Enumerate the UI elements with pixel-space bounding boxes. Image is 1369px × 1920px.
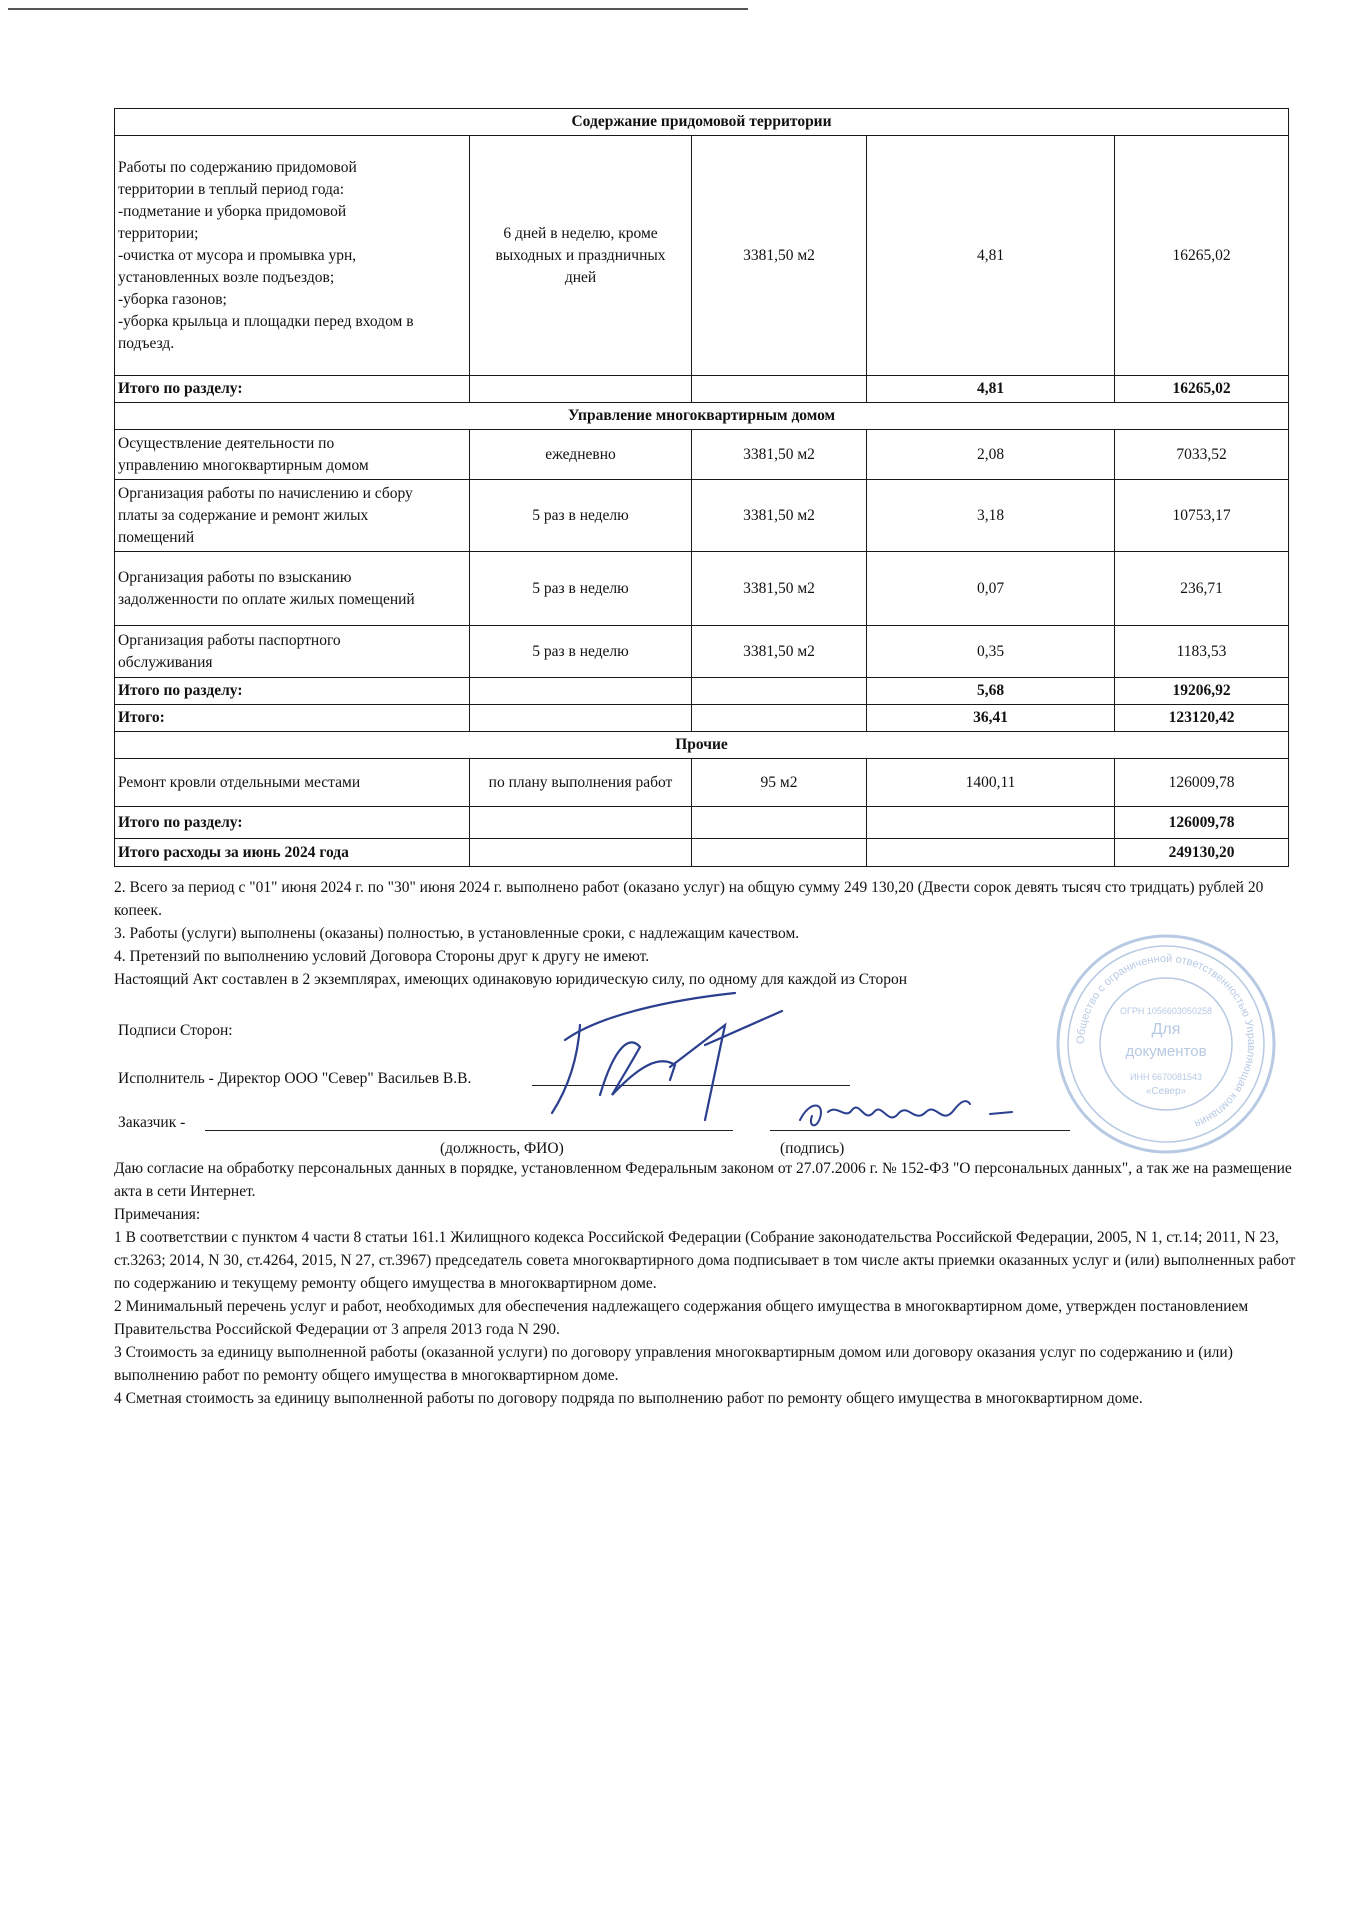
work-sum: 10753,17 [1115,480,1289,552]
unit-rate: 0,07 [867,552,1115,626]
customer-label: Заказчик - [118,1114,186,1131]
total-sum: 123120,42 [1115,705,1289,732]
work-sum: 126009,78 [1115,759,1289,807]
total-label: Итого по разделу: [115,376,470,403]
paragraph-total-amount: 2. Всего за период с "01" июня 2024 г. по "30" июня 2024 г. выполнено работ (оказано услуг) на общую сумму 249 130,20 (Двести сорок девять тысяч сто тридцать) рублей 20 копеек. [114,879,1264,919]
unit-rate: 3,18 [867,480,1115,552]
customer-handwritten-signature [790,1090,1020,1140]
signatures-heading: Подписи Сторон: [118,1022,233,1039]
total-rate: 5,68 [867,678,1115,705]
paragraph-copies: Настоящий Акт составлен в 2 экземплярах, имеющих одинаковую юридическую силу, по одному для каждой из Сторон [114,971,908,988]
stamp-ogrn: ОГРН 1056603050258 [1120,1006,1212,1016]
section-header-territory [115,109,1289,136]
work-frequency: по плану выполнения работ [470,759,692,807]
work-description: Организация работы по начислению и сбору платы за содержание и ремонт жилых помещений [115,480,470,552]
paragraph-quality: 3. Работы (услуги) выполнены (оказаны) полностью, в установленные сроки, с надлежащим качеством. [114,925,800,942]
work-frequency: 5 раз в неделю [470,552,692,626]
unit-rate: 1400,11 [867,759,1115,807]
total-label: Итого по разделу: [115,678,470,705]
grand-total-row [115,705,1289,732]
section-title: Управление многоквартирным домом [115,403,1289,430]
consent-text [114,1157,1314,1203]
services-table [114,108,1289,867]
stamp-ring-text: Общество с ограниченной ответственностью Управляющая компания [1074,952,1258,1130]
stamp-center-text-2: документов [1125,1043,1207,1060]
stamp-inn: ИНН 6670081543 [1129,1072,1203,1082]
empty-cell [470,839,692,867]
work-frequency: ежедневно [470,430,692,480]
work-sum: 16265,02 [1115,136,1289,376]
work-sum: 236,71 [1115,552,1289,626]
notes-heading: Примечания: [114,1206,201,1223]
total-sum: 19206,92 [1115,678,1289,705]
work-sum: 1183,53 [1115,626,1289,678]
stamp-center-text-1: Для [1151,1021,1181,1038]
work-description: Организация работы паспортного обслуживания [115,626,470,678]
table-row [115,552,1289,626]
work-area: 95 м2 [692,759,867,807]
work-description: Организация работы по взысканию задолженности по оплате жилых помещений [115,552,470,626]
consent-paragraph: Даю согласие на обработку персональных данных в порядке, установленном Федеральным законом от 27.07.2006 г. № 152-ФЗ "О персональных данных", а так же на размещение акта в сети Интернет. [114,1160,1292,1200]
executor-handwritten-signature [520,985,790,1125]
total-label: Итого: [115,705,470,732]
empty-cell [692,376,867,403]
work-area: 3381,50 м2 [692,430,867,480]
work-description: Ремонт кровли отдельными местами [115,759,470,807]
section-title: Прочие [115,732,1289,759]
work-description: Осуществление деятельности по управлению многоквартирным домом [115,430,470,480]
work-area: 3381,50 м2 [692,626,867,678]
section-header-other [115,732,1289,759]
section-total-row [115,807,1289,839]
work-frequency: 5 раз в неделю [470,626,692,678]
note-item: 1 В соответствии с пунктом 4 части 8 статьи 161.1 Жилищного кодекса Российской Федерации (Собрание законодательства Российской Федерации, 2005, N 1, ст.14; 2011, N 23, ст.3263; 2014, N 30, ст.4264, 2015, N 27, ст.3967) председатель совета многоквартирного дома подписывает в том числе акты приемки оказанных услуг и (или) выполненных работ по содержанию и текущему ремонту общего имущества в многоквартирном доме. [114,1229,1296,1292]
table-row [115,759,1289,807]
table-row [115,480,1289,552]
unit-rate: 4,81 [867,136,1115,376]
work-sum: 7033,52 [1115,430,1289,480]
empty-cell [470,376,692,403]
work-area: 3381,50 м2 [692,552,867,626]
work-frequency: 5 раз в неделю [470,480,692,552]
month-total-row [115,839,1289,867]
total-rate: 36,41 [867,705,1115,732]
note-item: 2 Минимальный перечень услуг и работ, необходимых для обеспечения надлежащего содержания общего имущества в многоквартирном доме, утвержден постановлением Правительства Российской Федерации от 3 апреля 2013 года N 290. [114,1298,1249,1338]
work-frequency: 6 дней в неделю, кроме выходных и праздничных дней [470,136,692,376]
empty-cell [692,839,867,867]
empty-cell [867,807,1115,839]
note-item: 4 Сметная стоимость за единицу выполненной работы по договору подряда по выполнению работ по ремонту общего имущества в многоквартирном доме. [114,1390,1143,1407]
section-total-row [115,678,1289,705]
unit-rate: 0,35 [867,626,1115,678]
position-caption: (должность, ФИО) [440,1140,564,1157]
section-title: Содержание придомовой территории [115,109,1289,136]
paragraph-claims: 4. Претензий по выполнению условий Договора Стороны друг к другу не имеют. [114,948,650,965]
empty-cell [867,839,1115,867]
stamp-name: «Север» [1145,1086,1187,1097]
empty-cell [692,807,867,839]
company-stamp [1052,930,1280,1158]
table-row [115,626,1289,678]
total-sum: 126009,78 [1115,807,1289,839]
work-description: Работы по содержанию придомовой территории в теплый период года: -подметание и уборка придомовой территории; -очистка от мусора и промывка урн, установленных возле подъездов; -уборка газонов; -уборка крыльца и площадки перед входом в подъезд. [115,136,470,376]
empty-cell [692,678,867,705]
section-header-management [115,403,1289,430]
note-item: 3 Стоимость за единицу выполненной работы (оказанной услуги) по договору управления многоквартирным домом или договору оказания услуг по содержанию и (или) выполнению работ по ремонту общего имущества в многоквартирном доме. [114,1344,1233,1384]
empty-cell [470,807,692,839]
work-area: 3381,50 м2 [692,480,867,552]
table-row [115,136,1289,376]
total-sum: 249130,20 [1115,839,1289,867]
total-sum: 16265,02 [1115,376,1289,403]
table-row [115,430,1289,480]
empty-cell [470,705,692,732]
total-label: Итого по разделу: [115,807,470,839]
work-area: 3381,50 м2 [692,136,867,376]
unit-rate: 2,08 [867,430,1115,480]
executor-label: Исполнитель - Директор ООО "Север" Васильев В.В. [118,1070,472,1087]
signature-caption: (подпись) [780,1140,845,1157]
customer-position-line [205,1130,733,1131]
empty-cell [692,705,867,732]
total-rate: 4,81 [867,376,1115,403]
empty-cell [470,678,692,705]
scan-top-edge [8,8,748,10]
section-total-row [115,376,1289,403]
total-label: Итого расходы за июнь 2024 года [115,839,470,867]
notes-block [114,1203,1314,1410]
